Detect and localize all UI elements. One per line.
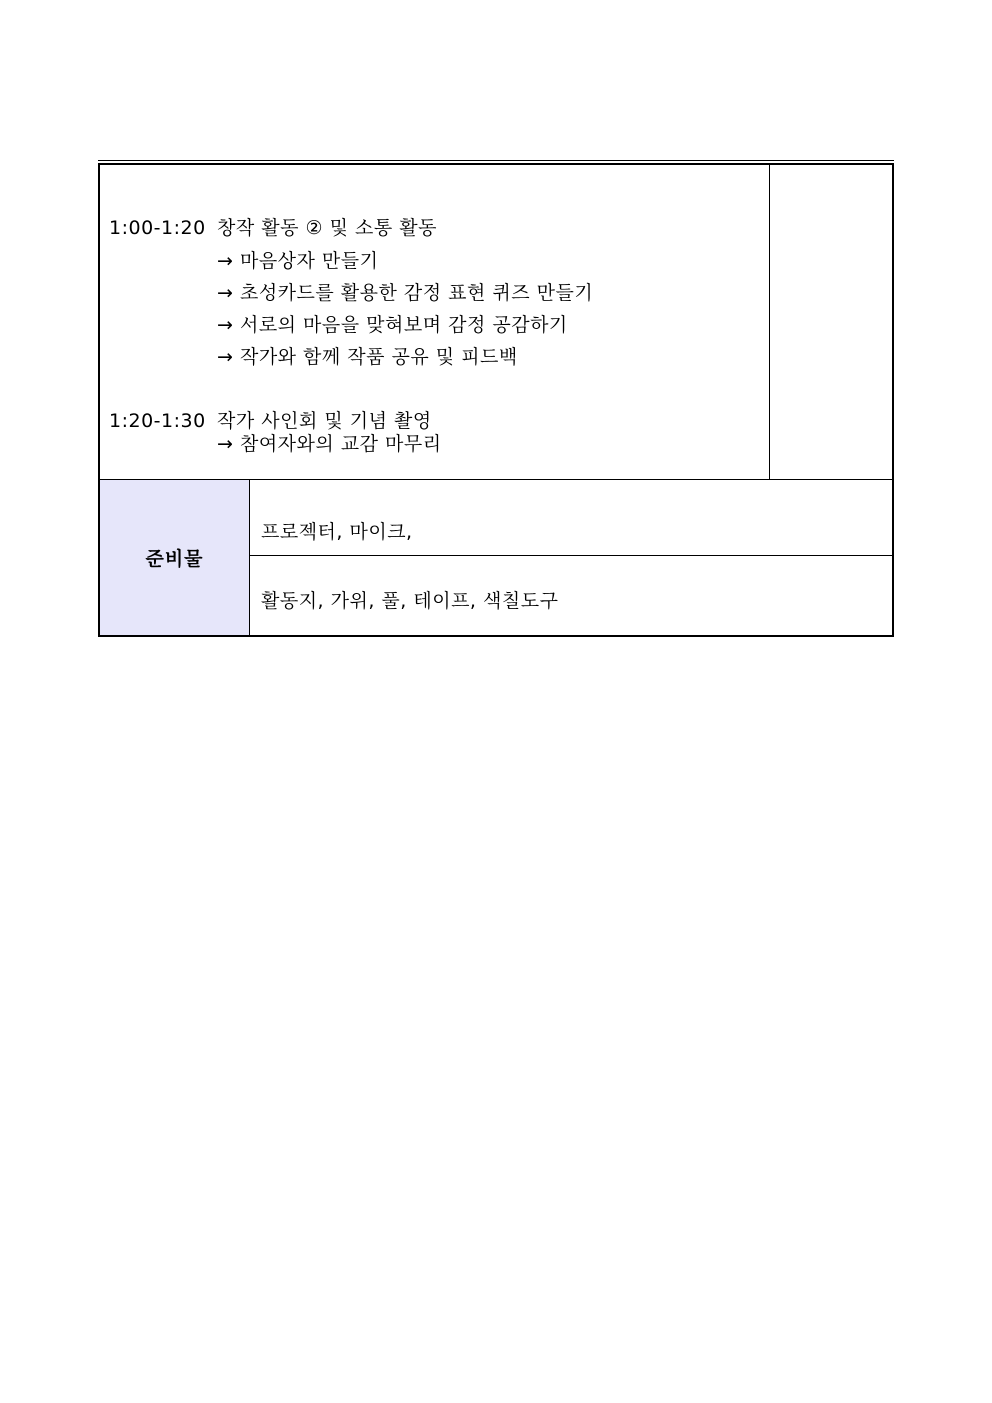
schedule-block-1-item-1: → 마음상자 만들기 <box>217 250 379 272</box>
top-double-rule <box>98 160 894 161</box>
schedule-block-1-heading <box>109 216 437 240</box>
schedule-block-2-title: 작가 사인회 및 기념 촬영 <box>217 410 432 432</box>
side-empty-cell <box>770 165 892 480</box>
materials-label: 준비물 <box>145 548 204 570</box>
schedule-block-1-title: 창작 활동 ② 및 소통 활동 <box>217 217 437 239</box>
materials-row-2 <box>250 556 892 635</box>
materials-row-1 <box>250 480 892 556</box>
schedule-block-1-time: 1:00-1:20 <box>109 217 206 239</box>
materials-label-cell <box>100 480 250 635</box>
materials-row-1-text: 프로젝터, 마이크, <box>261 521 413 543</box>
schedule-block-2-heading <box>109 409 432 433</box>
schedule-block-1-item-3: → 서로의 마음을 맞혀보며 감정 공감하기 <box>217 314 568 336</box>
schedule-block-1-item-2: → 초성카드를 활용한 감정 표현 퀴즈 만들기 <box>217 282 594 304</box>
schedule-block-2-time: 1:20-1:30 <box>109 410 206 432</box>
schedule-block-2-item-1: → 참여자와의 교감 마무리 <box>217 433 442 455</box>
program-table <box>98 163 894 637</box>
schedule-cell <box>100 165 770 480</box>
schedule-block-1-item-4: → 작가와 함께 작품 공유 및 피드백 <box>217 346 518 368</box>
materials-row-2-text: 활동지, 가위, 풀, 테이프, 색칠도구 <box>261 590 559 612</box>
